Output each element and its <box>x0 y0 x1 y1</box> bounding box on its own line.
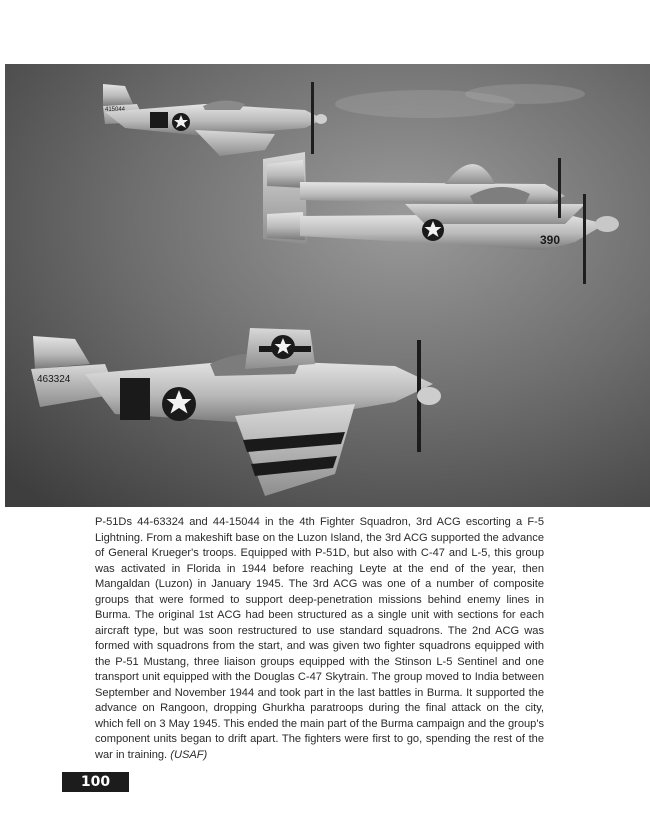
aircraft-photo <box>5 64 650 507</box>
lightning-number: 390 <box>540 233 561 247</box>
tail-serial-bottom: 463324 <box>37 374 71 385</box>
photo-caption <box>95 515 544 763</box>
caption-text: P-51Ds 44-63324 and 44-15044 in the 4th Fighter Squadron, 3rd ACG escorting a F-5 Lightning. From a makeshift base on the Luzon Island, the 3rd ACG supported the advance of General Krueger's troops. Equipped with P-51D, but also with C-47 and L-5, this group was activated in Florida in 1944 before reaching Leyte at the end of the year, then Mangaldan (Luzon) in January 1945. The 3rd ACG was one of a number of composite groups that were formed to support deep-penetration missions behind enemy lines in Burma. The original 1st ACG had been structured as a single unit with sections for each aircraft type, but was soon restructured to use standard squadrons. The 2nd ACG was formed with squadrons from the start, and was given two fighter squadrons equipped with the P-51 Mustang, three liaison groups equipped with the Stinson L-5 Sentinel and one transport unit equipped with the Douglas C-47 Skytrain. The group moved to India between September and November 1944 and took part in the last battles in Burma. It supported the advance on Rangoon, dropping Ghurkha paratroops during the final attack on the city, which fell on 3 May 1945. This ended the main part of the Burma campaign and the group's component units began to drift apart. The fighters were first to go, spending the rest of the war in training. <box>95 516 544 761</box>
photo-credit: (USAF) <box>170 748 208 761</box>
page-number: 100 <box>62 772 129 792</box>
tail-serial-top: 415044 <box>105 107 126 113</box>
